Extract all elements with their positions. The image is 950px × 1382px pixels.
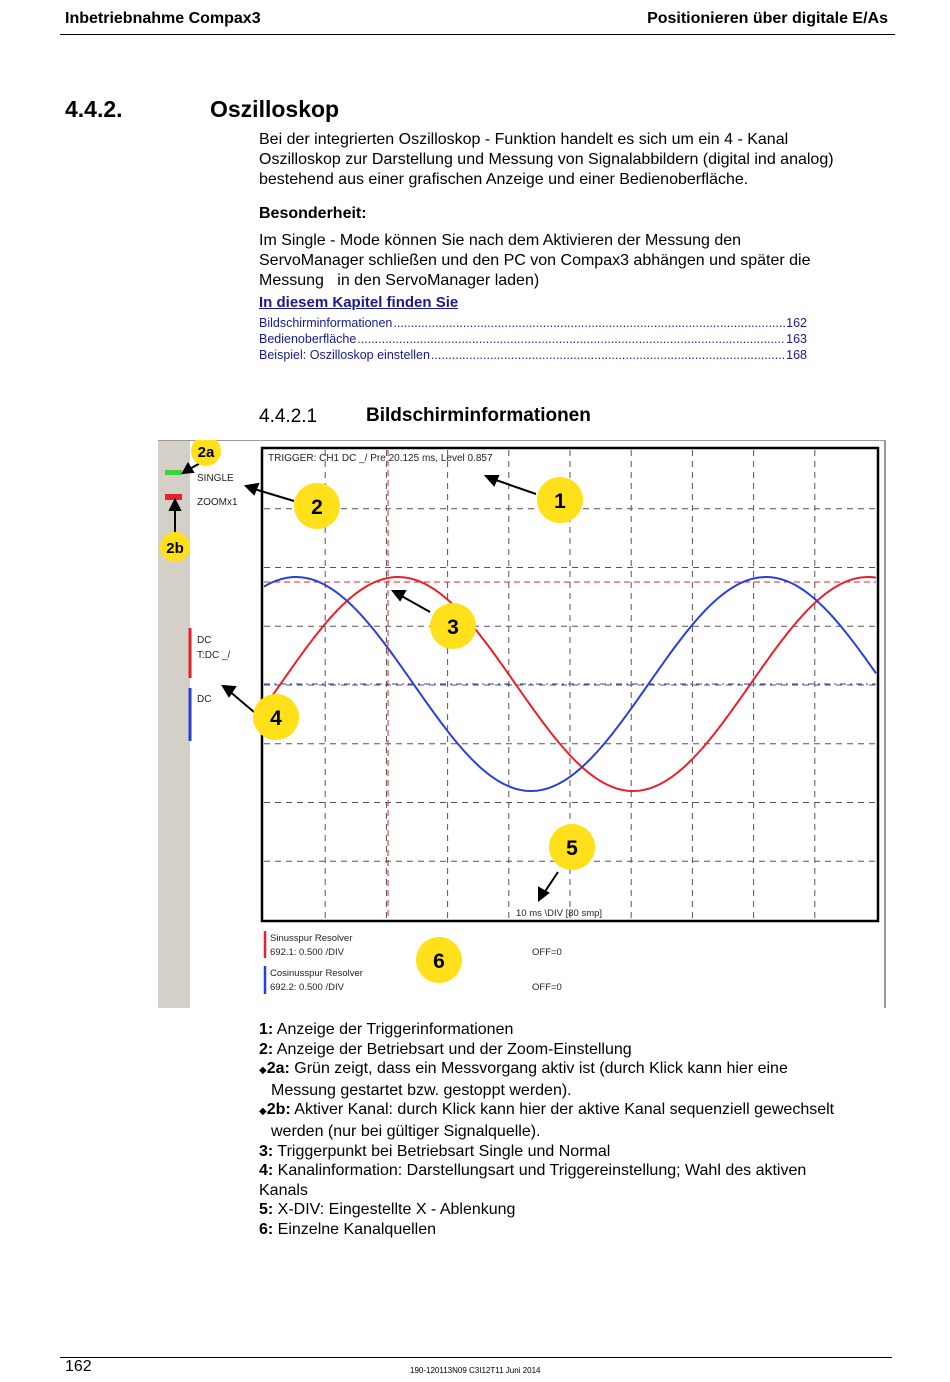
legend-item: ◆2b: Aktiver Kanal: durch Klick kann hier der aktive Kanal sequenziell gewechselt — [259, 1101, 835, 1119]
diamond-bullet-icon: ◆ — [259, 1065, 267, 1077]
ch1-trigger-setting: T:DC _/ — [197, 650, 231, 661]
callout-5-label: 5 — [566, 837, 578, 860]
header-left: Inbetriebnahme Compax3 — [65, 10, 261, 27]
intro-line: bestehend aus einer grafischen Anzeige und einer Bedienoberfläche. — [259, 171, 749, 188]
document-id: 190-120113N09 C3I12T11 Juni 2014 — [410, 1366, 541, 1375]
toc-entry[interactable] — [259, 332, 807, 346]
ch1-offset: OFF=0 — [532, 947, 562, 958]
legend-item-cont: Messung gestartet bzw. gestoppt werden). — [271, 1081, 572, 1099]
toc-entry-page: 162 — [786, 316, 807, 330]
trigger-info-text: TRIGGER: CH1 DC _/ Pre 20.125 ms, Level 0.857 — [268, 453, 493, 464]
legend-item: 2: Anzeige der Betriebsart und der Zoom-Einstellung — [259, 1040, 632, 1058]
callout-3-label: 3 — [447, 616, 459, 639]
legend-item-cont: Kanals — [259, 1181, 308, 1199]
page-number: 162 — [65, 1358, 92, 1375]
ch1-scale: 692.1: 0.500 /DIV — [270, 947, 344, 958]
legend-item: 3: Triggerpunkt bei Betriebsart Single und Normal — [259, 1142, 611, 1160]
besonderheit-title: Besonderheit: — [259, 205, 367, 222]
legend-item: 5: X-DIV: Eingestellte X - Ablenkung — [259, 1201, 516, 1219]
intro-line: Oszilloskop zur Darstellung und Messung von Signalabbildern (digital ind analog) — [259, 151, 834, 168]
ch1-source-name[interactable]: Sinusspur Resolver — [270, 933, 353, 944]
intro-line: Bei der integrierten Oszilloskop - Funktion handelt es sich um ein 4 - Kanal — [259, 131, 789, 148]
mode-label[interactable]: SINGLE — [197, 473, 234, 484]
ch2-coupling: DC — [197, 694, 212, 705]
subsection-number: 4.4.2.1 — [259, 406, 318, 427]
header-right: Positionieren über digitale E/As — [647, 10, 888, 27]
section-title: Oszilloskop — [210, 96, 340, 122]
callout-4-label: 4 — [270, 707, 282, 730]
ch2-source-name[interactable]: Cosinusspur Resolver — [270, 968, 363, 979]
toc-entry-label: Bildschirminformationen — [259, 316, 393, 330]
toc-entry[interactable] — [259, 348, 807, 362]
besonderheit-line: Im Single - Mode können Sie nach dem Aktivieren der Messung den — [259, 232, 742, 249]
toc-entry-page: 163 — [786, 332, 807, 346]
active-channel-indicator[interactable] — [165, 494, 182, 500]
callout-6-label: 6 — [433, 950, 445, 973]
intro-paragraph — [259, 130, 899, 190]
besonderheit-line: Messung in den ServoManager laden) — [259, 272, 540, 289]
toc-entry-label: Beispiel: Oszilloskop einstellen — [259, 348, 430, 362]
diamond-bullet-icon: ◆ — [259, 1106, 267, 1118]
ch1-coupling: DC — [197, 635, 212, 646]
callout-2-label: 2 — [311, 496, 323, 519]
legend-list — [259, 1020, 899, 1240]
toc-entry-label: Bedienoberfläche — [259, 332, 357, 346]
toc-entry[interactable] — [259, 316, 807, 330]
oscilloscope-screenshot — [158, 440, 886, 1008]
section-number: 4.4.2. — [65, 96, 123, 122]
legend-item-cont: werden (nur bei gültiger Signalquelle). — [271, 1122, 541, 1140]
zoom-label[interactable]: ZOOMx1 — [197, 497, 238, 508]
xdiv-label[interactable]: 10 ms \DIV [80 smp] — [516, 908, 603, 919]
header-rule — [60, 34, 895, 35]
legend-item: 6: Einzelne Kanalquellen — [259, 1220, 437, 1238]
legend-item: 1: Anzeige der Triggerinformationen — [259, 1021, 514, 1038]
besonderheit-line: ServoManager schließen und den PC von Compax3 abhängen und später die — [259, 252, 811, 269]
footer-rule — [60, 1357, 892, 1358]
besonderheit-paragraph — [259, 231, 899, 291]
toc-title-link[interactable]: In diesem Kapitel finden Sie — [259, 294, 459, 311]
callout-2a-label: 2a — [197, 444, 215, 461]
callout-2b-label: 2b — [166, 540, 184, 557]
callout-1-label: 1 — [554, 490, 566, 513]
ch2-offset: OFF=0 — [532, 982, 562, 993]
ch2-scale: 692.2: 0.500 /DIV — [270, 982, 344, 993]
measurement-active-indicator[interactable] — [165, 470, 182, 475]
subsection-title: Bildschirminformationen — [366, 405, 591, 426]
toc-entry-page: 168 — [786, 348, 807, 362]
legend-item: 4: Kanalinformation: Darstellungsart und Triggereinstellung; Wahl des aktiven — [259, 1162, 807, 1180]
legend-item: ◆2a: Grün zeigt, dass ein Messvorgang aktiv ist (durch Klick kann hier eine — [259, 1060, 788, 1078]
